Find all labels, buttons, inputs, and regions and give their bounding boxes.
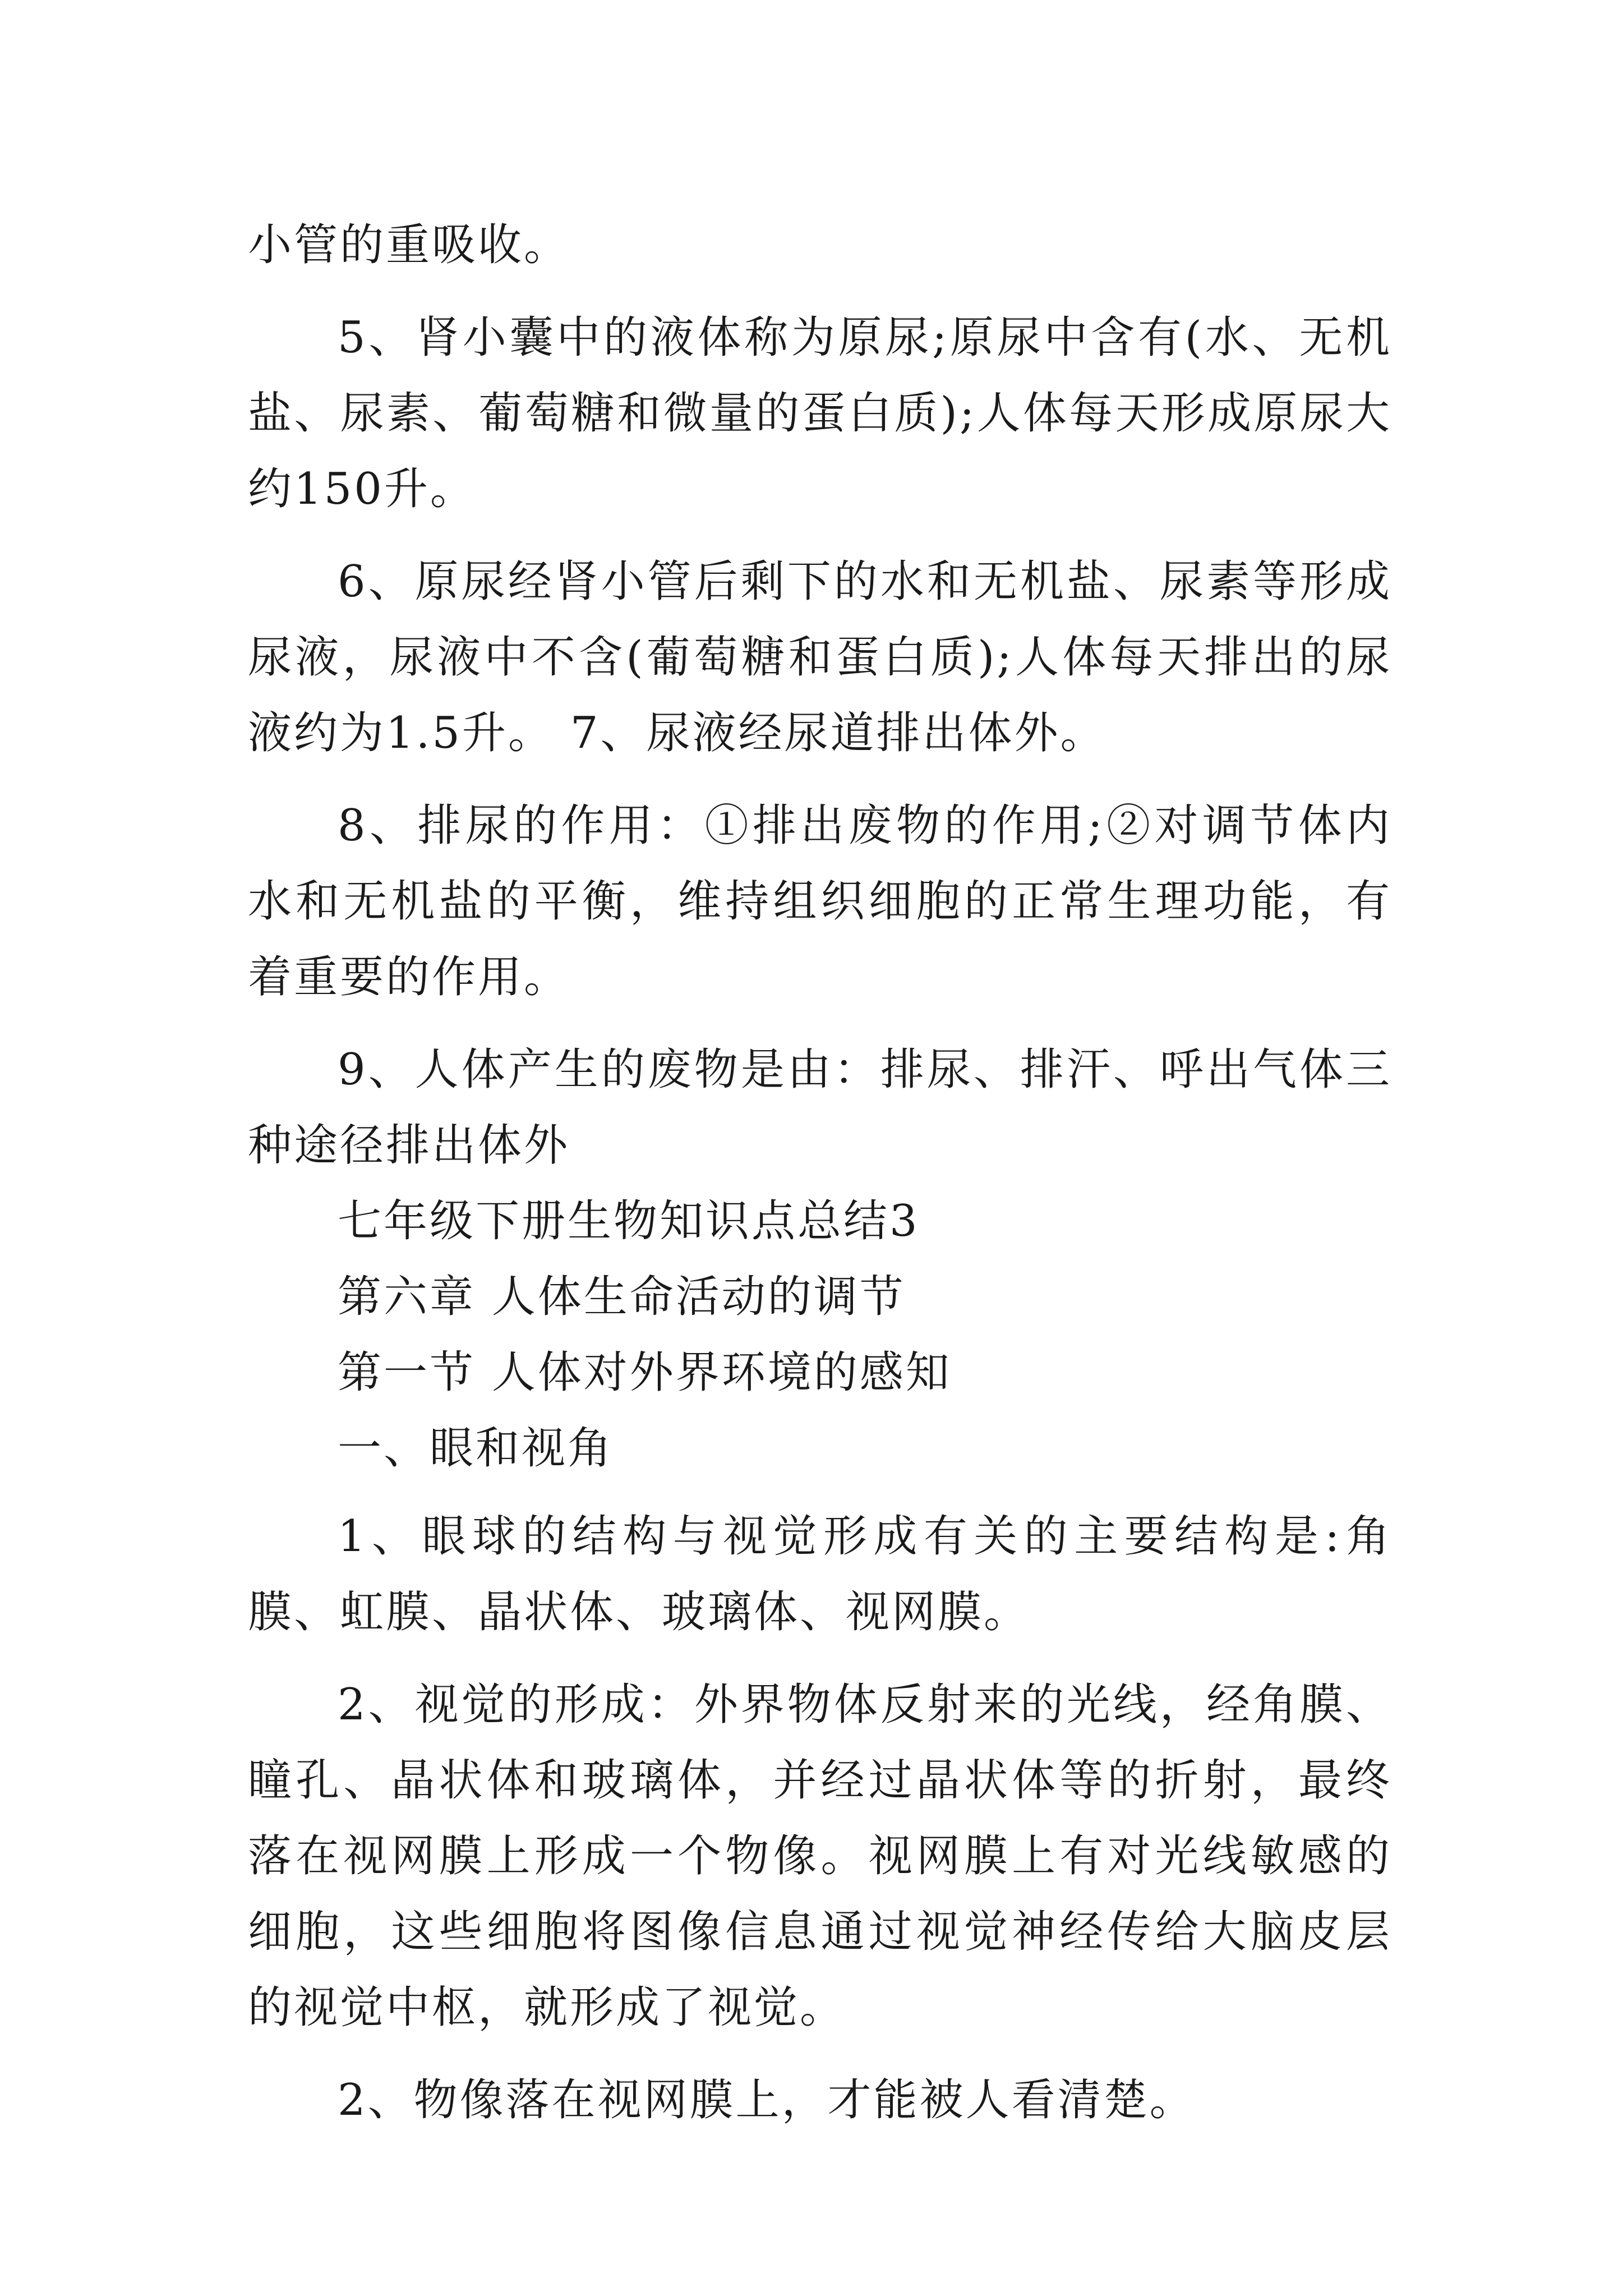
paragraph-item-5: 5、肾小囊中的液体称为原尿;原尿中含有(水、无机盐、尿素、葡萄糖和微量的蛋白质);人体每天形成原尿大约150升。 xyxy=(248,312,1392,514)
chapter-title: 第六章 人体生命活动的调节 xyxy=(338,1272,906,1322)
topic-title: 一、眼和视角 xyxy=(338,1423,614,1474)
paragraph-item-8: 8、排尿的作用：①排出废物的作用;②对调节体内水和无机盐的平衡，维持组织细胞的正常生理功能，有着重要的作用。 xyxy=(248,800,1392,1002)
paragraph-item-9: 9、人体产生的废物是由：排尿、排汗、呼出气体三种途径排出体外 xyxy=(248,1045,1392,1171)
subsection-title: 第一节 人体对外界环境的感知 xyxy=(338,1347,952,1398)
document-body xyxy=(248,208,1392,2155)
section-title: 七年级下册生物知识点总结3 xyxy=(338,1196,920,1246)
paragraph-continuation: 小管的重吸收。 xyxy=(248,220,570,270)
paragraph-eye-structure: 1、眼球的结构与视觉形成有关的主要结构是:角膜、虹膜、晶状体、玻璃体、视网膜。 xyxy=(248,1511,1392,1637)
paragraph-vision-formation: 2、视觉的形成：外界物体反射来的光线，经角膜、瞳孔、晶状体和玻璃体，并经过晶状体等的折射，最终落在视网膜上形成一个物像。视网膜上有对光线敏感的细胞，这些细胞将图像信息通过视觉神经传给大脑皮层的视觉中枢，就形成了视觉。 xyxy=(248,1680,1392,2033)
paragraph-image-on-retina: 2、物像落在视网膜上，才能被人看清楚。 xyxy=(338,2075,1196,2125)
paragraph-item-6-7: 6、原尿经肾小管后剩下的水和无机盐、尿素等形成尿液，尿液中不含(葡萄糖和蛋白质);人体每天排出的尿液约为1.5升。 7、尿液经尿道排出体外。 xyxy=(248,556,1392,758)
